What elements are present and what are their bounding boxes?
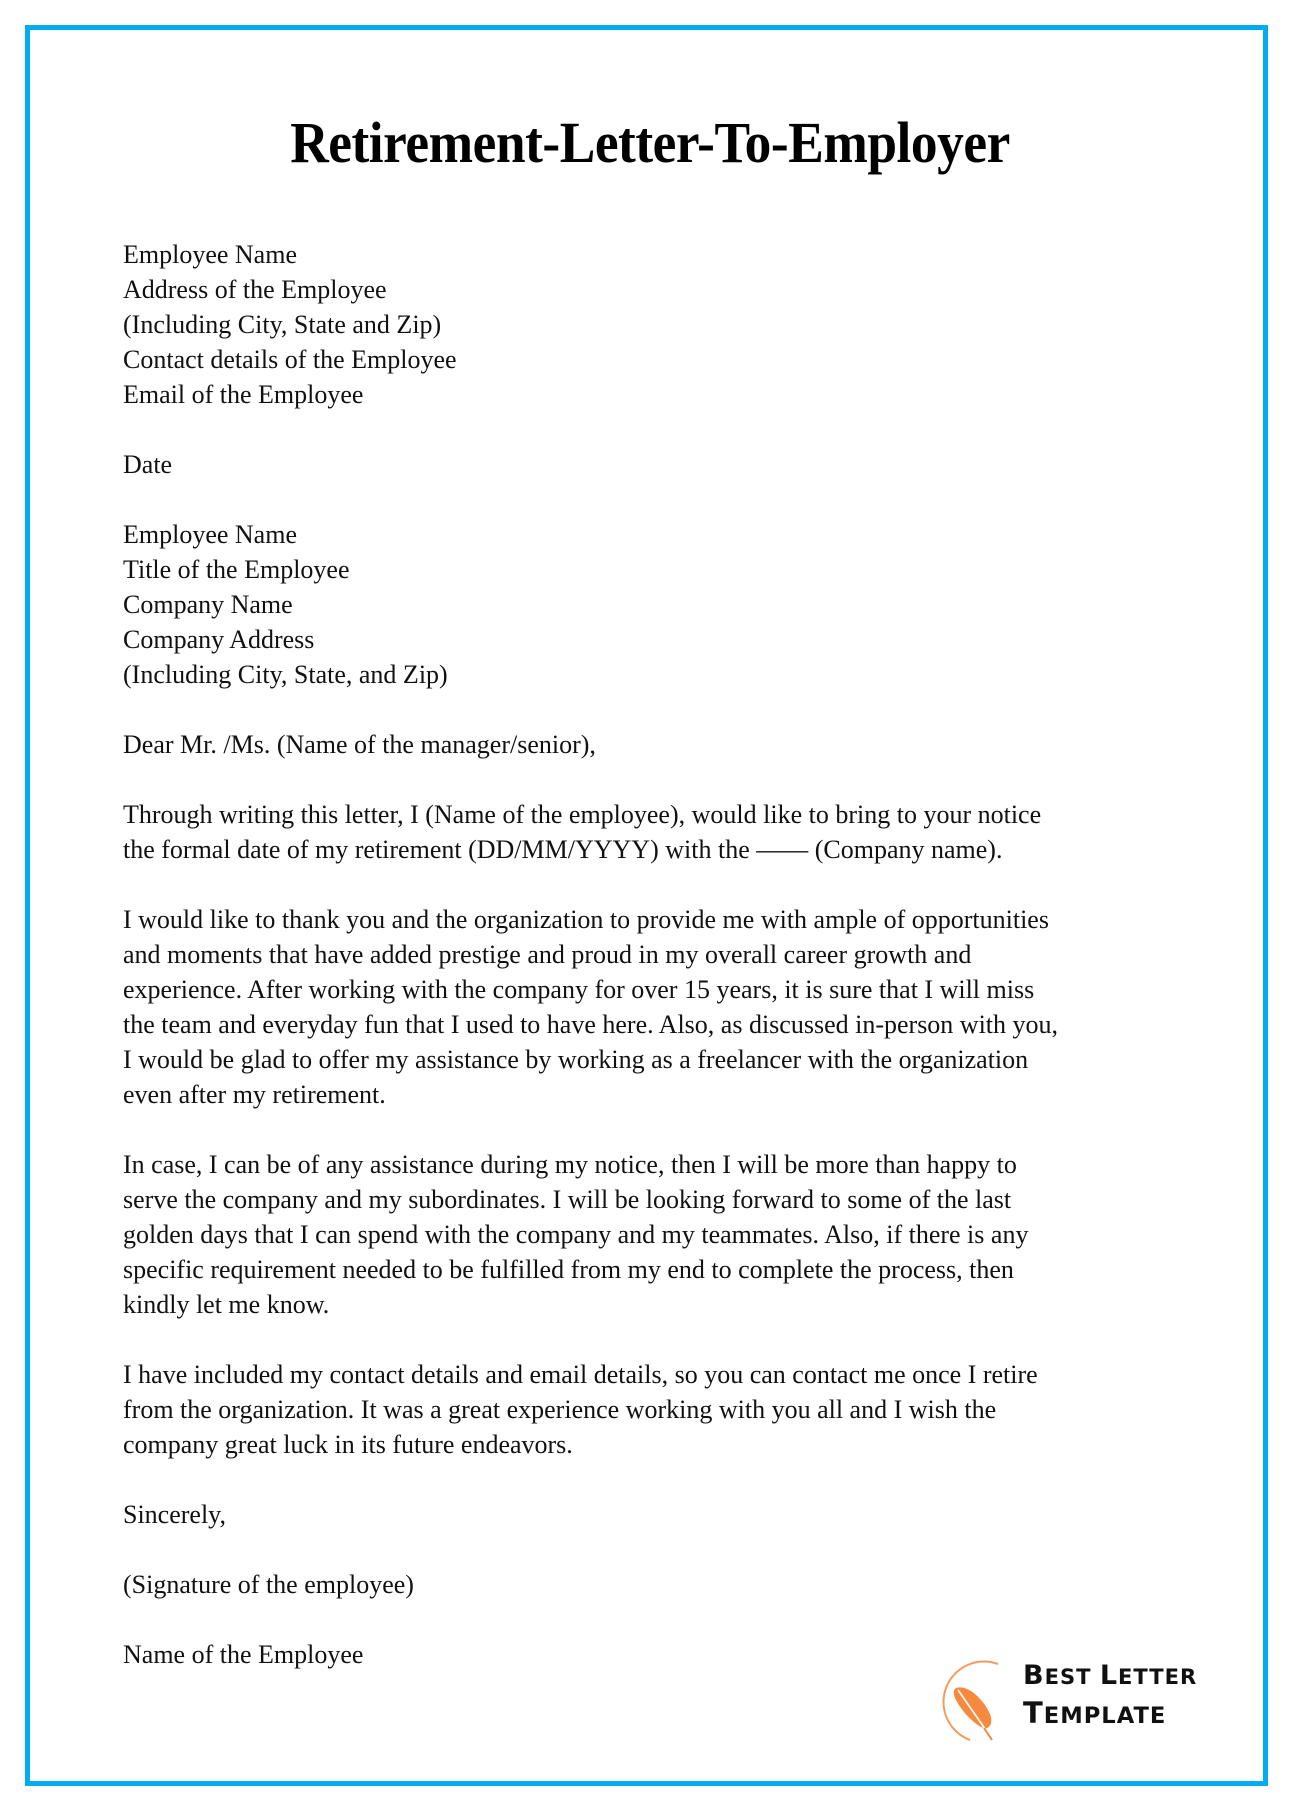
logo-text-line2: TEMPLATE [1023,1696,1167,1730]
paragraph-line: and moments that have added prestige and proud in my overall career growth and [123,940,972,969]
sender-line: (Including City, State and Zip) [123,310,442,339]
paragraph-line: experience. After working with the company for over 15 years, it is sure that I will miss [123,975,1035,1004]
closing: Sincerely, [123,1500,226,1529]
signer-name: Name of the Employee [123,1640,364,1669]
paragraph-1 [123,797,1243,867]
best-letter-template-logo [940,1656,1220,1751]
logo-text-line1: BEST LETTER [1023,1660,1198,1691]
sender-line: Address of the Employee [123,275,387,304]
sender-line: Employee Name [123,240,297,269]
paragraph-line: I have included my contact details and email details, so you can contact me once I retire [123,1360,1038,1389]
paragraph-line: company great luck in its future endeavors. [123,1430,573,1459]
recipient-line: Company Address [123,625,315,654]
paragraph-line: even after my retirement. [123,1080,386,1109]
letter-body [123,237,1243,1672]
recipient-line: Title of the Employee [123,555,350,584]
paragraph-3 [123,1147,1243,1322]
salutation: Dear Mr. /Ms. (Name of the manager/senior), [123,730,596,759]
paragraph-line: Through writing this letter, I (Name of the employee), would like to bring to your notice [123,800,1042,829]
feather-quill-icon [940,1656,1020,1751]
paragraph-line: from the organization. It was a great experience working with you all and I wish the [123,1395,997,1424]
recipient-line: (Including City, State, and Zip) [123,660,448,689]
paragraph-2 [123,902,1243,1112]
sender-line: Email of the Employee [123,380,364,409]
paragraph-line: In case, I can be of any assistance during my notice, then I will be more than happy to [123,1150,1017,1179]
date-line: Date [123,450,173,479]
paragraph-line: golden days that I can spend with the company and my teammates. Also, if there is any [123,1220,1029,1249]
document-title: Retirement-Letter-To-Employer [290,110,1010,175]
recipient-block [123,517,1243,692]
paragraph-line: kindly let me know. [123,1290,330,1319]
paragraph-line: the team and everyday fun that I used to have here. Also, as discussed in-person with you, [123,1010,1059,1039]
paragraph-line: the formal date of my retirement (DD/MM/YYYY) with the —— (Company name). [123,835,1003,864]
paragraph-line: I would like to thank you and the organization to provide me with ample of opportunities [123,905,1049,934]
paragraph-4 [123,1357,1243,1462]
paragraph-line: specific requirement needed to be fulfilled from my end to complete the process, then [123,1255,1014,1284]
recipient-line: Employee Name [123,520,297,549]
sender-line: Contact details of the Employee [123,345,457,374]
recipient-line: Company Name [123,590,293,619]
paragraph-line: I would be glad to offer my assistance by working as a freelancer with the organization [123,1045,1029,1074]
signature-line: (Signature of the employee) [123,1570,414,1599]
paragraph-line: serve the company and my subordinates. I will be looking forward to some of the last [123,1185,1012,1214]
sender-block [123,237,1243,412]
